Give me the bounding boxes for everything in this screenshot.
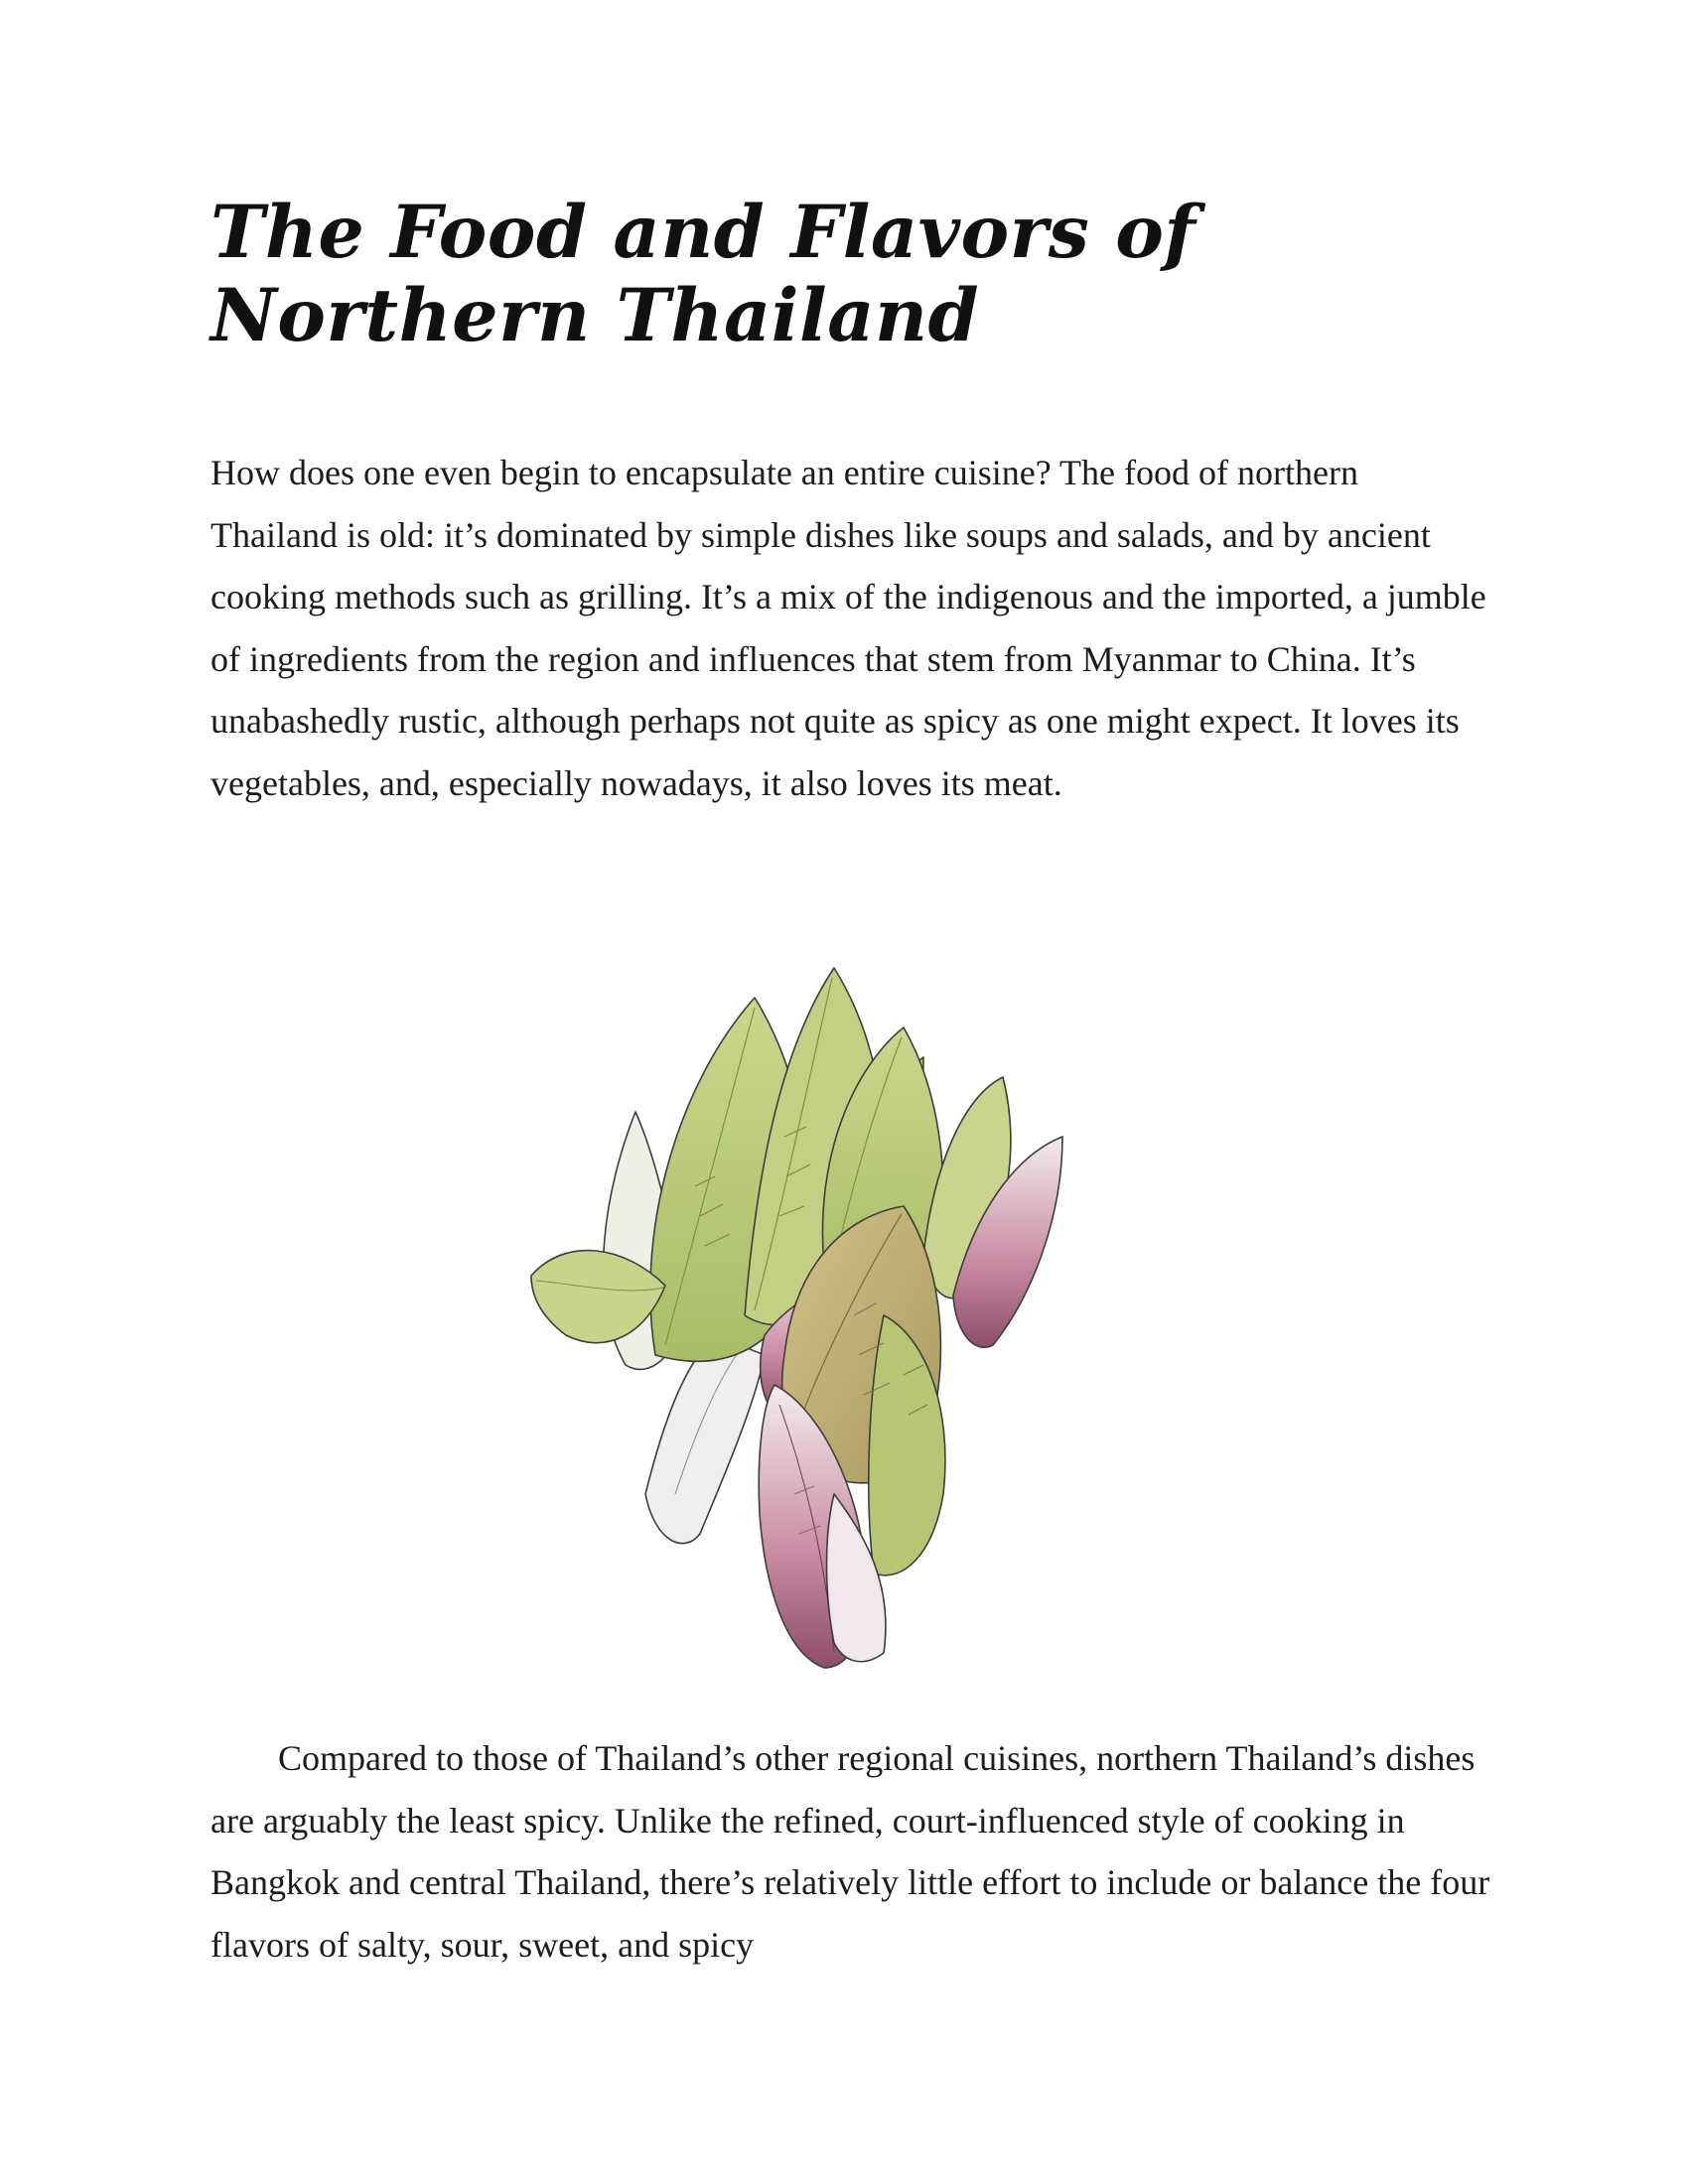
body-paragraph-2: Compared to those of Thailand’s other regional cuisines, northern Thailand’s dishes are arguably the least spicy. Unlike the refined, court-influenced style of cooking in Bangkok and central Thailand, there’s relatively little effort to include or balance the four flavors of salty, sour, sweet, and spicy [211, 1738, 1490, 1965]
body-paragraph-1: How does one even begin to encapsulate an entire cuisine? The food of northern Thailand is old: it’s dominated by simple dishes like soups and salads, and by ancient cooking methods such as grilling. It’s a mix of the indigenous and the imported, a jumble of ingredients from the region and influences that stem from Myanmar to China. It’s unabashedly rustic, although perhaps not quite as spicy as one might expect. It loves its vegetables, and, especially nowadays, it also loves its meat. [211, 453, 1486, 803]
leafy-vegetables-illustration [526, 938, 1162, 1673]
page-title: The Food and Flavors of Northern Thailand [211, 190, 1196, 358]
